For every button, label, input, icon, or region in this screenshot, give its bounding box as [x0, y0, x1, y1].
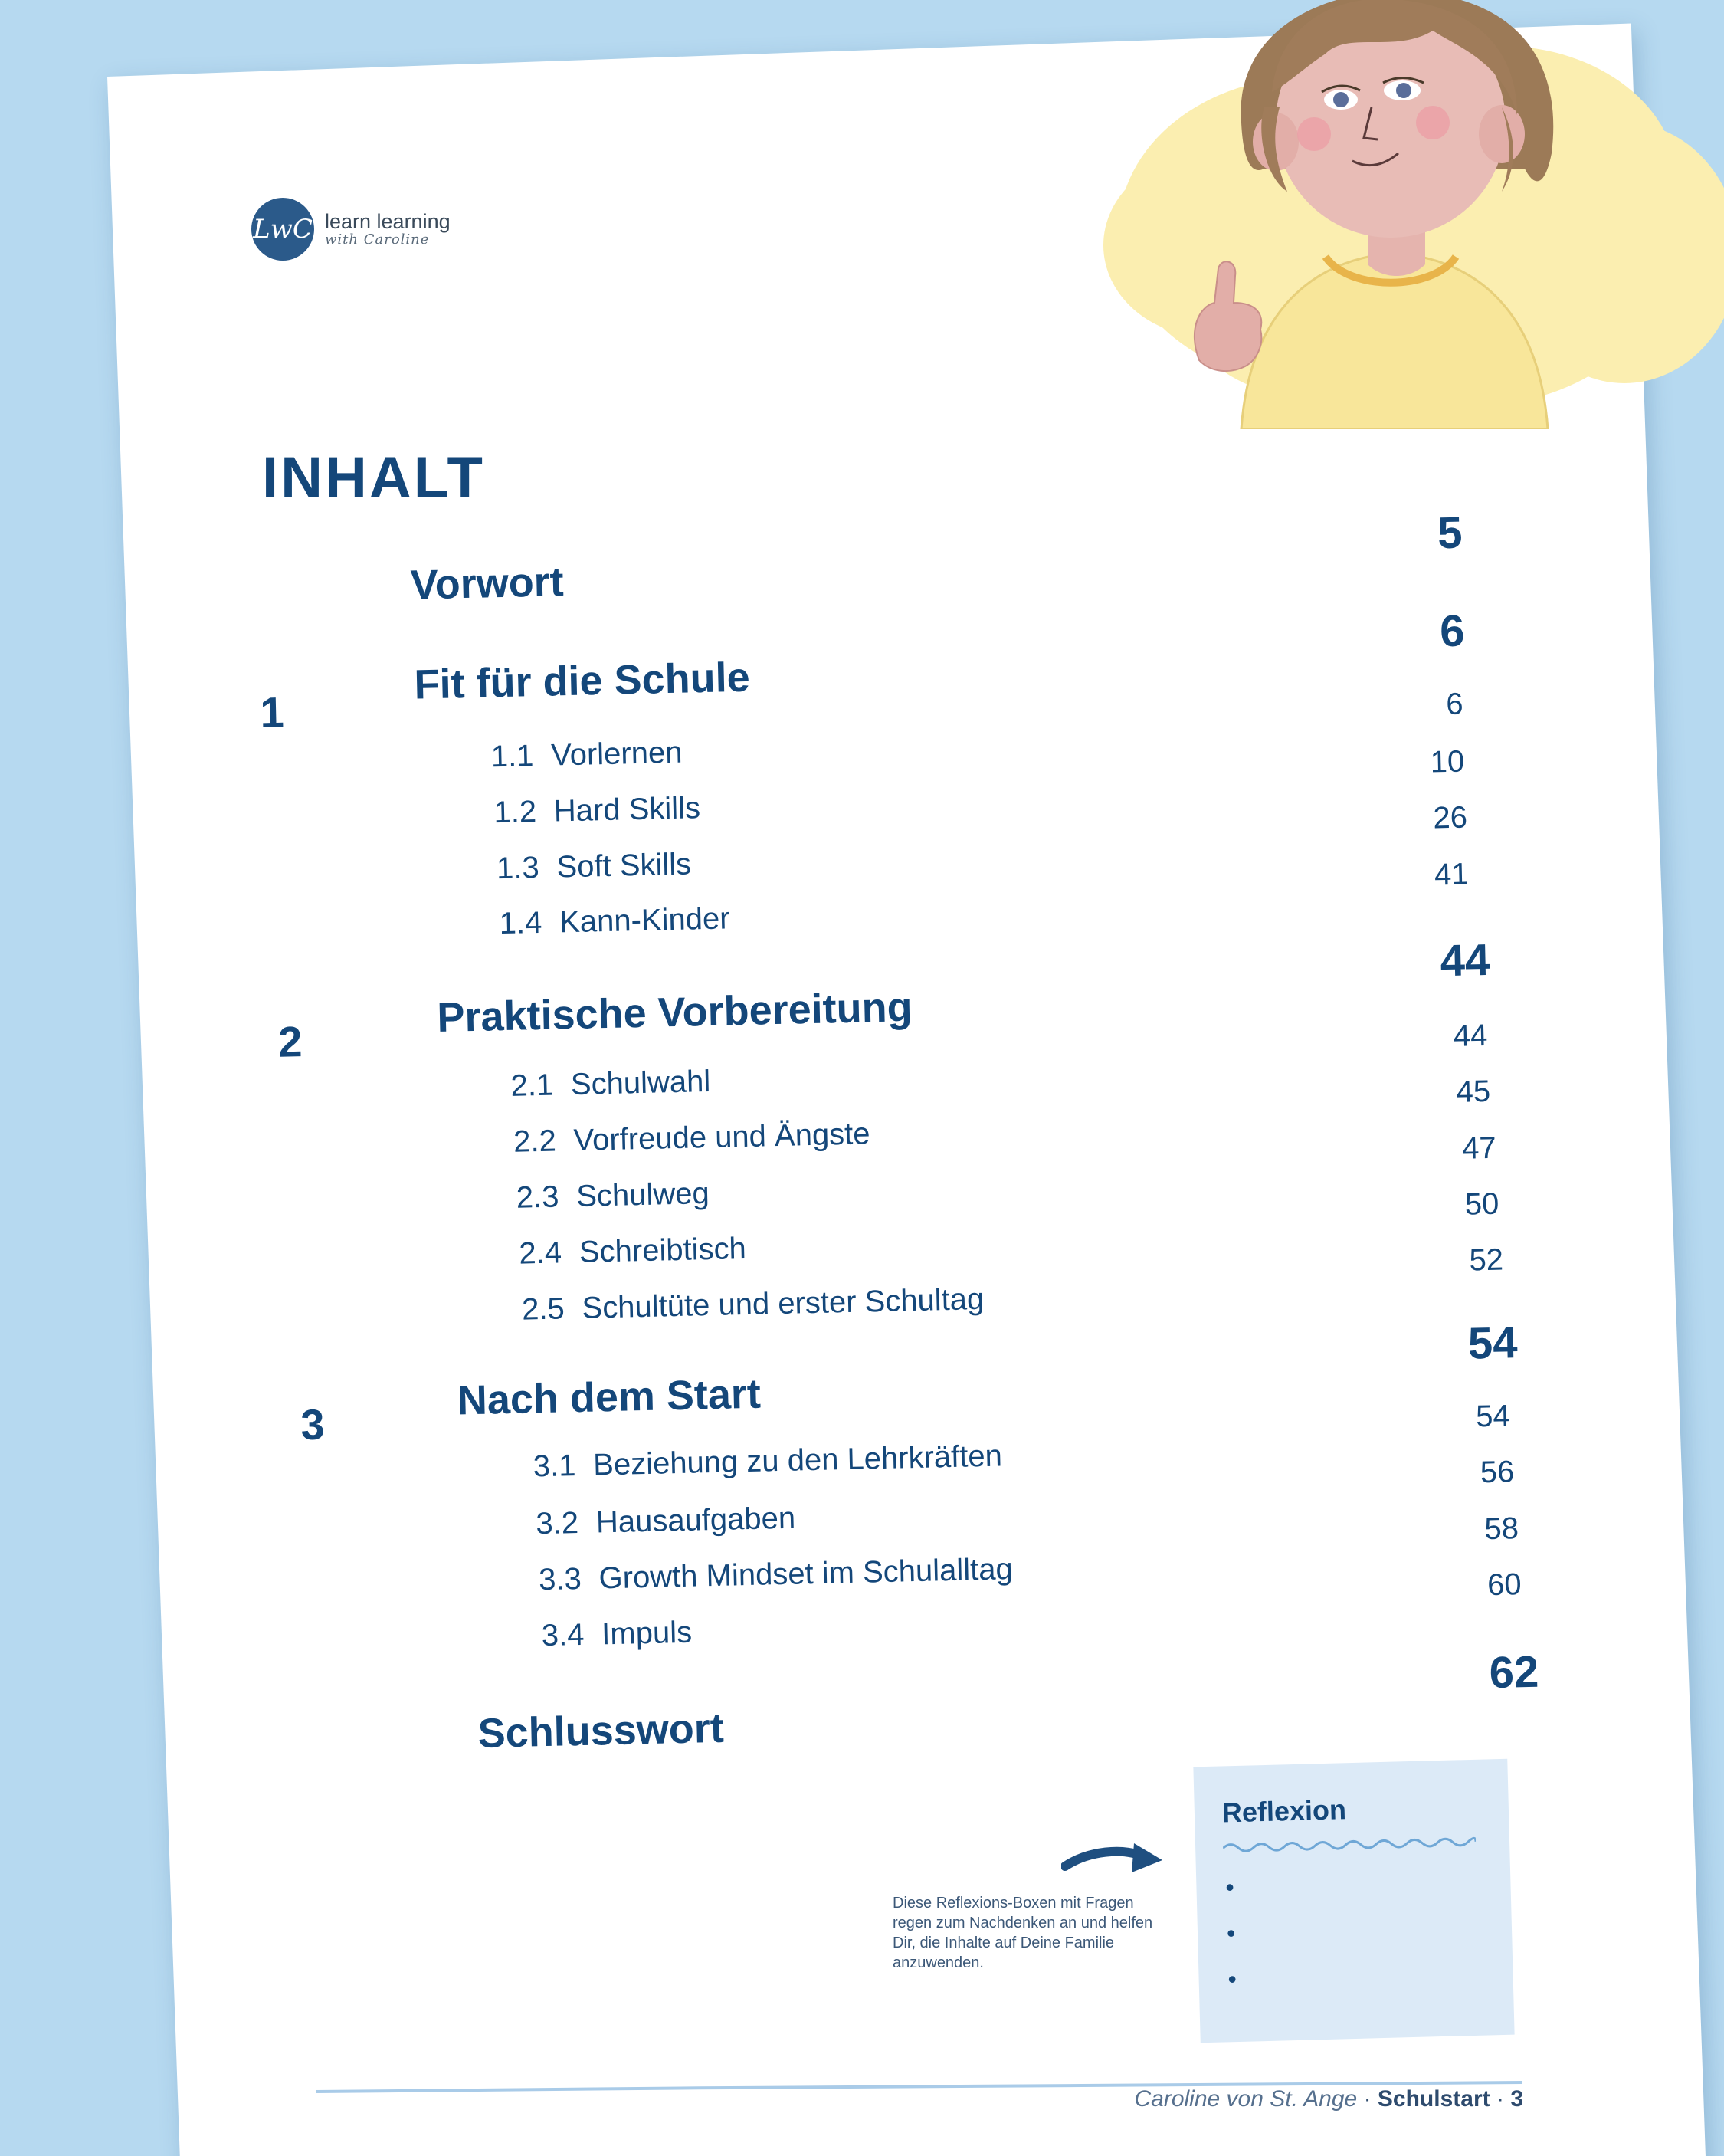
toc-chapter-3-title[interactable]: Nach dem Start	[457, 1370, 762, 1424]
toc-section-number: 3.3	[538, 1561, 582, 1597]
toc-chapter-2-number: 2	[277, 1017, 303, 1066]
toc-section-page: 45	[1456, 1074, 1491, 1109]
toc-section-number: 1.1	[490, 739, 534, 774]
toc-section-page: 26	[1432, 800, 1468, 835]
toc-section-2-5[interactable]	[522, 1282, 985, 1327]
toc-chapter-2-title[interactable]: Praktische Vorbereitung	[436, 983, 913, 1042]
footer-book-title: Schulstart	[1377, 2086, 1490, 2112]
toc-section-number: 1.3	[496, 850, 540, 886]
toc-section-2-1[interactable]	[510, 1065, 711, 1104]
toc-outro-page: 62	[1488, 1646, 1539, 1698]
toc-section-3-1[interactable]	[533, 1439, 1002, 1484]
reflexion-box	[1193, 1759, 1514, 2043]
toc-section-number: 2.2	[513, 1124, 557, 1159]
footer-separator: ·	[1363, 2086, 1372, 2112]
reflexion-bullet: •	[1226, 1919, 1236, 1948]
toc-section-page: 47	[1461, 1131, 1497, 1166]
toc-section-title: Vorlernen	[550, 735, 683, 773]
page-footer	[1134, 2086, 1523, 2112]
toc-section-title: Soft Skills	[556, 847, 692, 884]
toc-section-title: Vorfreude und Ängste	[573, 1117, 870, 1158]
toc-section-title: Impuls	[601, 1615, 693, 1652]
toc-intro-page: 5	[1437, 507, 1463, 559]
toc-section-page: 44	[1453, 1018, 1488, 1053]
toc-chapter-3-page: 54	[1467, 1318, 1519, 1369]
toc-section-number: 1.4	[499, 905, 542, 941]
toc-section-page: 60	[1486, 1567, 1522, 1603]
toc-section-title: Growth Mindset im Schulalltag	[598, 1552, 1014, 1596]
toc-chapter-1-number: 1	[259, 687, 285, 737]
toc-section-title: Kann-Kinder	[559, 901, 730, 940]
footer-separator: ·	[1496, 2086, 1504, 2112]
toc-section-page: 56	[1480, 1455, 1515, 1490]
toc-section-number: 3.1	[533, 1449, 576, 1484]
toc-section-1-2[interactable]	[493, 791, 701, 830]
toc-section-title: Schulweg	[575, 1176, 710, 1213]
toc-section-number: 2.1	[510, 1068, 554, 1103]
footer-author: Caroline von St. Ange	[1134, 2086, 1358, 2112]
toc-chapter-1-title[interactable]: Fit für die Schule	[413, 654, 751, 708]
toc-section-3-3[interactable]	[539, 1552, 1014, 1597]
toc-section-number: 1.2	[493, 795, 537, 830]
toc-section-title: Schreibtisch	[578, 1231, 747, 1269]
toc-section-page: 41	[1434, 857, 1470, 892]
toc-section-number: 3.4	[541, 1617, 585, 1653]
toc-section-title: Schultüte und erster Schultag	[582, 1281, 985, 1325]
toc-section-2-4[interactable]	[519, 1232, 746, 1272]
toc-section-3-2[interactable]	[536, 1501, 796, 1542]
reflexion-bullet: •	[1227, 1965, 1237, 1994]
toc-section-page: 52	[1469, 1242, 1504, 1278]
toc-intro-title[interactable]: Vorwort	[410, 559, 565, 609]
toc-section-2-2[interactable]	[513, 1117, 870, 1160]
toc-chapter-1-page: 6	[1439, 605, 1466, 657]
toc-section-1-1[interactable]	[490, 736, 683, 775]
toc-section-3-4[interactable]	[541, 1616, 692, 1653]
toc-section-page: 58	[1483, 1511, 1519, 1547]
toc-outro-title[interactable]: Schlusswort	[477, 1705, 725, 1757]
toc-section-number: 2.3	[516, 1180, 559, 1215]
footer-page-number: 3	[1510, 2086, 1523, 2112]
arrow-icon	[1061, 1836, 1168, 1882]
toc-section-number: 2.4	[519, 1236, 562, 1271]
wave-divider	[1223, 1833, 1476, 1857]
toc-section-page: 6	[1445, 687, 1464, 722]
logo-text-line1: learn learning	[325, 210, 451, 234]
toc-section-title: Hard Skills	[553, 791, 701, 829]
reflexion-title: Reflexion	[1221, 1793, 1347, 1829]
toc-chapter-3-number: 3	[300, 1400, 326, 1449]
toc-section-page: 54	[1475, 1399, 1511, 1434]
toc-section-title: Hausaufgaben	[595, 1501, 796, 1540]
toc-section-number: 2.5	[521, 1291, 565, 1327]
toc-section-page: 50	[1464, 1186, 1499, 1222]
toc-section-1-3[interactable]	[497, 847, 692, 886]
logo-mark: LwC	[251, 198, 314, 261]
toc-section-1-4[interactable]	[499, 901, 730, 941]
toc-chapter-2-page: 44	[1439, 934, 1490, 986]
toc-section-title: Schulwahl	[570, 1064, 711, 1102]
toc-section-title: Beziehung zu den Lehrkräften	[592, 1439, 1003, 1482]
logo-text-line2: with Caroline	[325, 231, 430, 248]
reflexion-bullet: •	[1225, 1873, 1235, 1902]
page-title: INHALT	[262, 445, 485, 510]
toc-section-page: 10	[1430, 744, 1465, 779]
toc-section-number: 3.2	[536, 1506, 579, 1541]
toc-section-2-3[interactable]	[516, 1176, 710, 1216]
reflexion-note: Diese Reflexions-Boxen mit Fragen regen zum Nachdenken an und helfen Dir, die Inhalte auf Deine Familie anzuwenden.	[893, 1895, 1153, 1971]
